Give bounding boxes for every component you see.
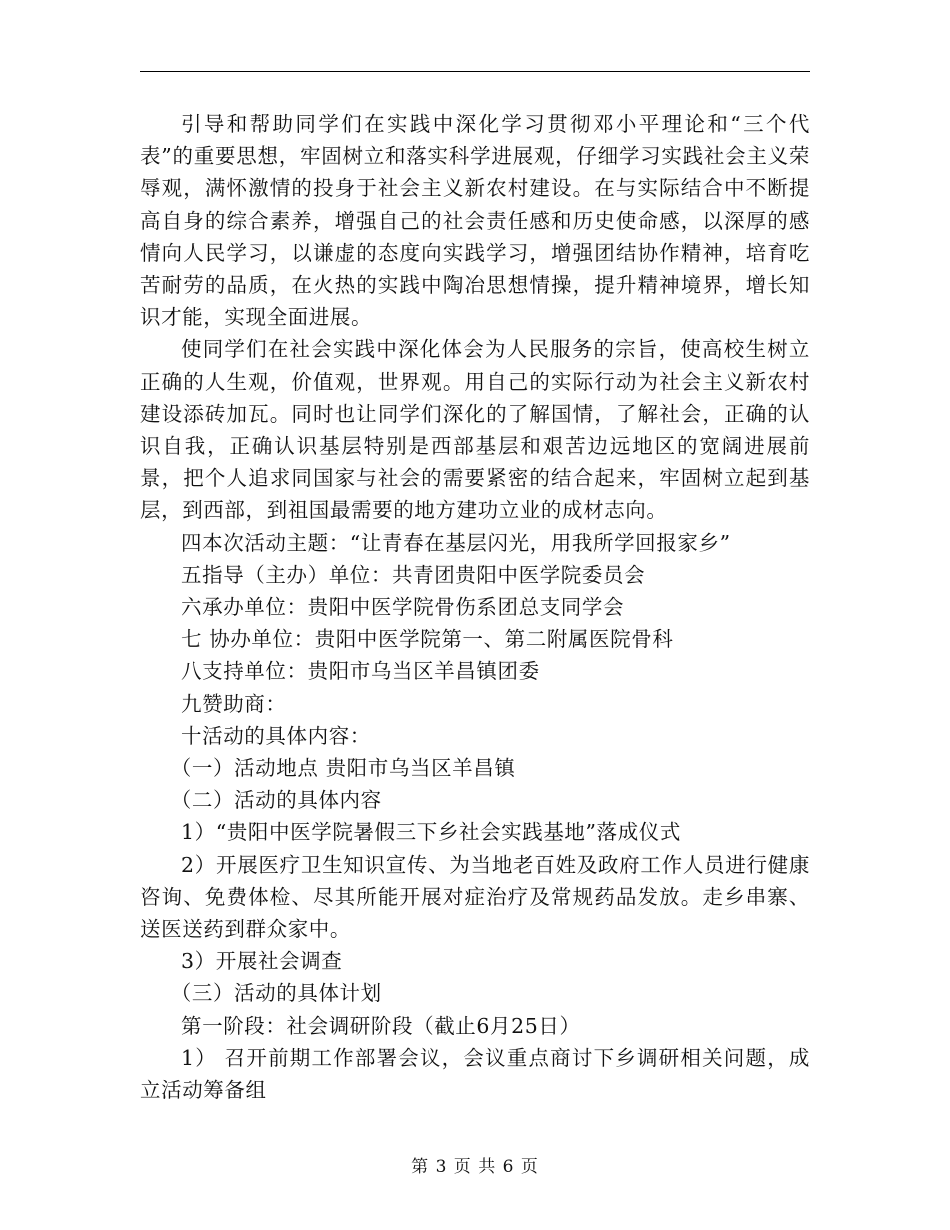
item-activity-content: 十活动的具体内容： bbox=[181, 723, 371, 748]
page-number: 第 3 页 共 6 页 bbox=[411, 1157, 539, 1177]
content-point-2: 2）开展医疗卫生知识宣传、为当地老百姓及政府工作人员进行健康咨询、免费体检、尽其所能开展对症治疗及常规药品发放。走乡串寨、送医送药到群众家中。 bbox=[140, 852, 810, 942]
item-sponsor: 九赞助商： bbox=[181, 691, 287, 716]
paragraph-guidance: 引导和帮助同学们在实践中深化学习贯彻邓小平理论和“三个代表”的重要思想，牢固树立和落实科学进展观，仔细学习实践社会主义荣辱观，满怀激情的投身于社会主义新农村建设。在与实际结合中不断提高自身的综合素养，增强自己的社会责任感和历史使命感，以深厚的感情向人民学习，以谦虚的态度向实践学习，增强团结协作精神，培育吃苦耐劳的品质，在火热的实践中陶冶思想情操，提升精神境界，增长知识才能，实现全面进展。 bbox=[140, 112, 810, 330]
subitem-content: （二）活动的具体内容 bbox=[170, 788, 382, 813]
subitem-plan: （三）活动的具体计划 bbox=[170, 981, 382, 1006]
plan-phase-1: 第一阶段：社会调研阶段（截止6月25日） bbox=[181, 1013, 581, 1038]
content-point-3: 3）开展社会调查 bbox=[181, 949, 343, 974]
content-point-1: 1）“贵阳中医学院暑假三下乡社会实践基地”落成仪式 bbox=[181, 820, 682, 845]
item-supporter: 八支持单位：贵阳市乌当区羊昌镇团委 bbox=[181, 659, 540, 684]
item-organizer: 五指导（主办）单位：共青团贵阳中医学院委员会 bbox=[181, 562, 646, 587]
document-body bbox=[140, 108, 810, 1106]
plan-step-1: 1） 召开前期工作部署会议，会议重点商讨下乡调研相关问题，成立活动筹备组 bbox=[140, 1045, 810, 1103]
item-theme: 四本次活动主题：“让青春在基层闪光，用我所学回报家乡” bbox=[181, 530, 731, 555]
header-rule bbox=[140, 71, 810, 72]
subitem-location: （一）活动地点 贵阳市乌当区羊昌镇 bbox=[170, 756, 516, 781]
item-host: 六承办单位：贵阳中医学院骨伤系团总支同学会 bbox=[181, 595, 625, 620]
item-co-organizer: 七 协办单位：贵阳中医学院第一、第二附属医院骨科 bbox=[181, 627, 674, 652]
paragraph-purpose: 使同学们在社会实践中深化体会为人民服务的宗旨，使高校生树立正确的人生观，价值观，世界观。用自己的实际行动为社会主义新农村建设添砖加瓦。同时也让同学们深化的了解国情，了解社会，正确的认识自我，正确认识基层特别是西部基层和艰苦边远地区的宽阔进展前景，把个人追求同国家与社会的需要紧密的结合起来，牢固树立起到基层，到西部，到祖国最需要的地方建功立业的成材志向。 bbox=[140, 337, 810, 523]
